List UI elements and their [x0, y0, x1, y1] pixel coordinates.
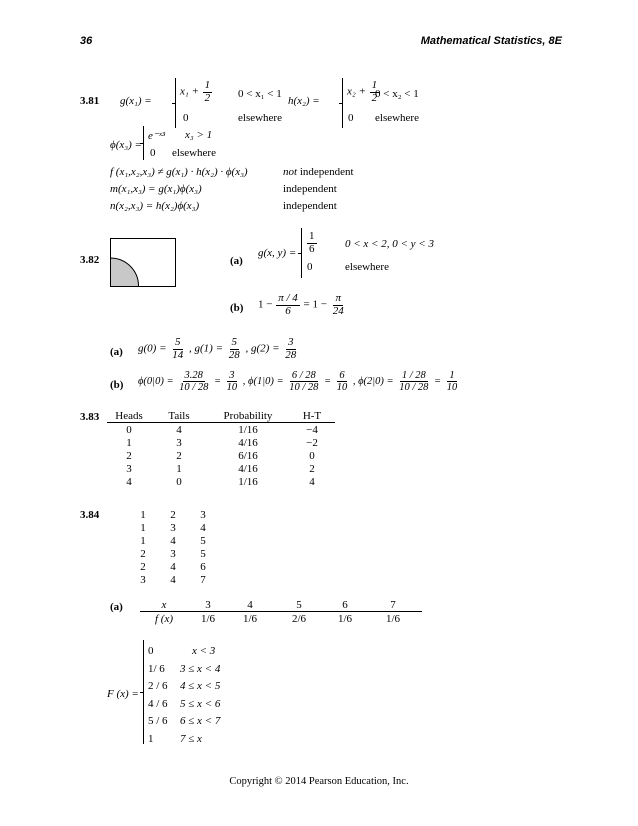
page-number: 36: [80, 35, 93, 47]
pmf-table: [140, 598, 422, 625]
marginal-g-values: g(0) = $\frac{5}{14}$ , g(1) = $\frac{5}{28}$ , g(2) = $\frac{3}{28}$: [138, 336, 297, 361]
conditional-values: ϕ(0|0) = $\frac{3.28}{10 / 28}$ = $\frac{3}{10}$ , ϕ(1|0) = $\frac{6 / 28}{10 / 28}$ = $\frac{6}{10}$ , ϕ(2|0) = $\frac{1 / 28}{10 / 28}$ = $\frac{1}{10}$: [138, 370, 458, 394]
phi-case-top-cond: x₃ > 1: [185, 129, 213, 141]
cell: 2: [140, 547, 146, 560]
problem-number-3-81: 3.81: [80, 95, 100, 107]
cell: 6: [342, 598, 348, 611]
table-row: [128, 521, 218, 534]
cdf-brace: [143, 640, 144, 744]
cell: 0: [309, 449, 315, 462]
cell: 6/16: [238, 449, 258, 462]
part-b2-label: (b): [110, 379, 124, 391]
cdf-conditions: [180, 643, 220, 749]
g-lhs: g(x₁) =: [120, 95, 152, 107]
phi-case-bot: 0: [150, 147, 156, 159]
cell: 1/16: [238, 475, 258, 488]
cell: 4: [170, 534, 176, 547]
part-a-label: (a): [230, 255, 243, 267]
cell: 1/16: [238, 423, 258, 436]
table-row: [128, 508, 218, 521]
coin-table-header: [107, 409, 335, 423]
line-m-result: independent: [283, 183, 337, 195]
cell: 6: [200, 560, 206, 573]
cell: 7: [390, 598, 396, 611]
cell: 3: [170, 547, 176, 560]
cell: 1: [140, 508, 146, 521]
cdf-value: 4 / 6: [148, 697, 168, 710]
gxy-top: $\frac{1}{6}$: [309, 230, 315, 255]
cell: 3: [200, 508, 206, 521]
cell: 4: [309, 475, 315, 488]
cell: 1: [126, 436, 132, 449]
h-case-top-cond: 0 < x₂ < 1: [375, 88, 419, 100]
gxy-bot: 0: [307, 261, 313, 273]
cell: 4: [176, 423, 182, 436]
cell: 2: [126, 449, 132, 462]
x-label: x: [161, 598, 167, 611]
table-row: [128, 573, 218, 586]
line-n: n(x₂,x₃) = h(x₂)ϕ(x₃): [110, 200, 200, 212]
h-case-bot: 0: [348, 112, 354, 124]
cdf-value: 0: [148, 645, 154, 657]
col-probability: Probability: [223, 409, 273, 422]
cell: 1/6: [242, 612, 258, 625]
cell: 0: [176, 475, 182, 488]
coin-table: [107, 409, 335, 488]
table-row: [107, 475, 335, 488]
problem-number-3-84: 3.84: [80, 509, 100, 521]
cell: 5: [200, 547, 206, 560]
table-row: [107, 436, 335, 449]
problem-number-3-82: 3.82: [80, 254, 100, 266]
table-row: [128, 534, 218, 547]
cdf-value: 2 / 6: [148, 680, 168, 693]
h-case-bot-cond: elsewhere: [375, 112, 419, 124]
phi-lhs: ϕ(x₃) =: [110, 139, 142, 151]
cell: 4: [247, 598, 253, 611]
book-title: Mathematical Statistics, 8E: [420, 35, 562, 47]
pmf-x-row: [140, 598, 422, 612]
cell: 4: [170, 573, 176, 586]
phi-case-top: e⁻ˣ³: [148, 130, 166, 142]
pmf-f-row: [140, 612, 422, 626]
cdf-condition: 6 ≤ x < 7: [180, 715, 221, 728]
cdf-value: 5 / 6: [148, 715, 168, 728]
g-case-top: x₁ + $\frac{1}{2}$: [180, 79, 211, 104]
cdf-condition: x < 3: [192, 645, 216, 657]
h-lhs: h(x₂) =: [288, 95, 320, 107]
cdf-condition: 7 ≤ x: [180, 732, 202, 745]
table-row: [107, 423, 335, 437]
cell: 0: [126, 423, 132, 436]
cell: 2/6: [291, 612, 307, 625]
cell: 1/6: [200, 612, 216, 625]
table-row: [128, 560, 218, 573]
cell: 4: [126, 475, 132, 488]
line-n-result: independent: [283, 200, 337, 212]
sample-table: [128, 508, 218, 586]
cell: −2: [306, 436, 318, 449]
col-tails: Tails: [168, 409, 190, 422]
g-case-bot-cond: elsewhere: [238, 112, 282, 124]
cell: 1: [140, 521, 146, 534]
table-row: [107, 462, 335, 475]
cell: 3: [126, 462, 132, 475]
line-f: f (x₁,x₂,x₃) ≠ g(x₁) · h(x₂) · ϕ(x₃): [110, 166, 248, 178]
cell: 2: [140, 560, 146, 573]
cell: 4: [200, 521, 206, 534]
cell: 2: [309, 462, 315, 475]
table-row: [128, 547, 218, 560]
phi-case-bot-cond: elsewhere: [172, 147, 216, 159]
gxy-lhs: g(x, y) =: [258, 247, 297, 259]
prob-b-expr: 1 − $\frac{\pi / 4}{6}$ = 1 − $\frac{\pi}{24}$: [258, 292, 344, 317]
cdf-value: 1: [148, 732, 154, 745]
gxy-top-cond: 0 < x < 2, 0 < y < 3: [345, 238, 434, 250]
region-figure: [110, 238, 176, 288]
cell: 1: [176, 462, 182, 475]
cell: 2: [176, 449, 182, 462]
gxy-bot-cond: elsewhere: [345, 261, 389, 273]
part-a2-label: (a): [110, 346, 123, 358]
problem-number-3-83: 3.83: [80, 411, 100, 423]
table-row: [107, 449, 335, 462]
cell: 3: [170, 521, 176, 534]
gxy-brace: [301, 228, 302, 278]
part-b-label: (b): [230, 302, 244, 314]
cell: 7: [200, 573, 206, 586]
cell: 5: [296, 598, 302, 611]
cell: 3: [205, 598, 211, 611]
cdf-condition: 3 ≤ x < 4: [180, 662, 221, 675]
col-h-t: H-T: [302, 409, 322, 422]
phi-brace: [143, 126, 144, 160]
cdf-condition: 4 ≤ x < 5: [180, 680, 221, 693]
g-brace: [175, 78, 176, 128]
g-case-top-cond: 0 < x₁ < 1: [238, 88, 282, 100]
cdf-condition: 5 ≤ x < 6: [180, 697, 221, 710]
cell: 1: [140, 534, 146, 547]
cell: 3: [176, 436, 182, 449]
line-m: m(x₁,x₃) = g(x₁)ϕ(x₃): [110, 183, 202, 195]
cell: 5: [200, 534, 206, 547]
col-heads: Heads: [115, 409, 143, 422]
part-a3-label: (a): [110, 601, 123, 613]
g-case-bot: 0: [183, 112, 189, 124]
h-case-top: x₂ + $\frac{1}{2}$: [347, 79, 378, 104]
cell: 4/16: [238, 436, 258, 449]
cell: 1/6: [337, 612, 353, 625]
line-f-result: not independent: [283, 166, 354, 178]
cell: 3: [140, 573, 146, 586]
cell: 4/16: [238, 462, 258, 475]
cdf-value: 1/ 6: [148, 662, 165, 675]
cdf-values: [148, 643, 168, 749]
cell: −4: [306, 423, 318, 436]
cell: 1/6: [385, 612, 401, 625]
fx-label: f (x): [154, 612, 173, 625]
cell: 2: [170, 508, 176, 521]
copyright-footer: Copyright © 2014 Pearson Education, Inc.: [229, 776, 409, 787]
cdf-lhs: F (x) =: [107, 688, 139, 700]
cell: 4: [170, 560, 176, 573]
h-brace: [342, 78, 343, 128]
